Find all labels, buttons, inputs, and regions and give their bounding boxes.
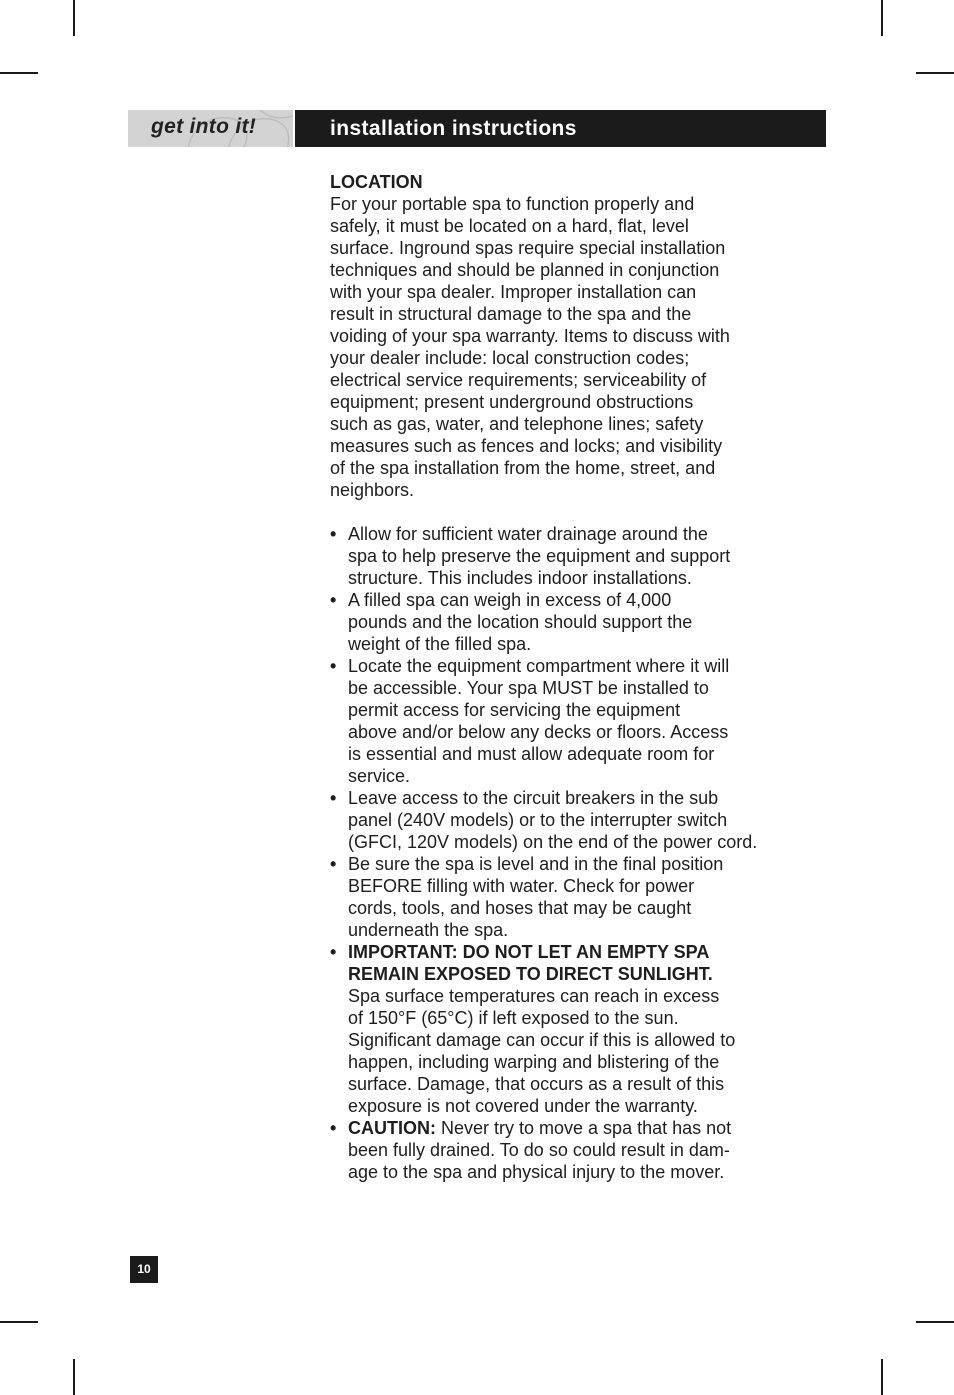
list-item [330, 655, 810, 787]
main-content [330, 171, 810, 1183]
bullet-icon: • [330, 656, 337, 676]
list-item [330, 1117, 810, 1183]
section-title-bar [295, 110, 826, 147]
tagline: get into it! [151, 115, 257, 138]
crop-mark-top-left-horizontal [0, 72, 38, 74]
bullet-text: Allow for sufficient water drainage around the spa to help preserve the equipment and support structure. This includes indoor installations. [348, 524, 731, 588]
bullet-text: Spa surface temperatures can reach in excess of 150°F (65°C) if left exposed to the sun. Significant damage can occur if this is allowed to happen, including warping and blistering of the surface. Damage, that occurs as a result of this exposure is not covered under the warranty. [348, 986, 736, 1116]
page-number: 10 [130, 1256, 158, 1283]
list-item [330, 941, 810, 1117]
location-heading: LOCATION [330, 172, 423, 192]
page-header [128, 110, 826, 147]
bullet-icon: • [330, 788, 337, 808]
bullet-icon: • [330, 1118, 337, 1138]
bullet-text: Leave access to the circuit breakers in the sub panel (240V models) or to the interrupter switch (GFCI, 120V models) on the end of the power cord. [348, 788, 758, 852]
crop-mark-bottom-left-horizontal [0, 1321, 38, 1323]
list-item [330, 787, 810, 853]
bullet-icon: • [330, 942, 337, 962]
section-title: installation instructions [330, 117, 577, 140]
bullet-text: Never try to move a spa that has not been fully drained. To do so could result in dam- age to the spa and physical injury to the mover. [348, 1118, 732, 1182]
important-warning: IMPORTANT: DO NOT LET AN EMPTY SPA REMAIN EXPOSED TO DIRECT SUNLIGHT. [348, 942, 713, 984]
bullet-icon: • [330, 590, 337, 610]
crop-mark-top-right-horizontal [916, 72, 954, 74]
bullet-text: A filled spa can weigh in excess of 4,000 pounds and the location should support the weight of the filled spa. [348, 590, 693, 654]
bullet-icon: • [330, 854, 337, 874]
bullet-text: Locate the equipment compartment where it will be accessible. Your spa MUST be installed to permit access for servicing the equipment above and/or below any decks or floors. Access is essential and must allow adequate room for service. [348, 656, 730, 786]
tagline-tab [128, 110, 293, 147]
crop-mark-bottom-right-vertical [881, 1359, 883, 1395]
crop-mark-bottom-left-vertical [73, 1359, 75, 1395]
location-intro-paragraph: For your portable spa to function properly and safely, it must be located on a hard, flat, level surface. Inground spas require special installation techniques and should be planned in conjunction with your spa dealer. Improper installation can result in structural damage to the spa and the voiding of your spa warranty. Items to discuss with your dealer include: local construction codes; electrical service requirements; serviceability of equipment; present underground obstructions such as gas, water, and telephone lines; safety measures such as fences and locks; and visibility of the spa installation from the home, street, and neighbors. [330, 194, 730, 500]
caution-label: CAUTION: [348, 1118, 436, 1138]
installation-bullet-list [330, 523, 810, 1183]
crop-mark-top-right-vertical [881, 0, 883, 36]
crop-mark-top-left-vertical [73, 0, 75, 36]
bullet-icon: • [330, 524, 337, 544]
list-item [330, 523, 810, 589]
list-item [330, 589, 810, 655]
bullet-text: Be sure the spa is level and in the final position BEFORE filling with water. Check for power cords, tools, and hoses that may be caught underneath the spa. [348, 854, 724, 940]
crop-mark-bottom-right-horizontal [916, 1321, 954, 1323]
list-item [330, 853, 810, 941]
